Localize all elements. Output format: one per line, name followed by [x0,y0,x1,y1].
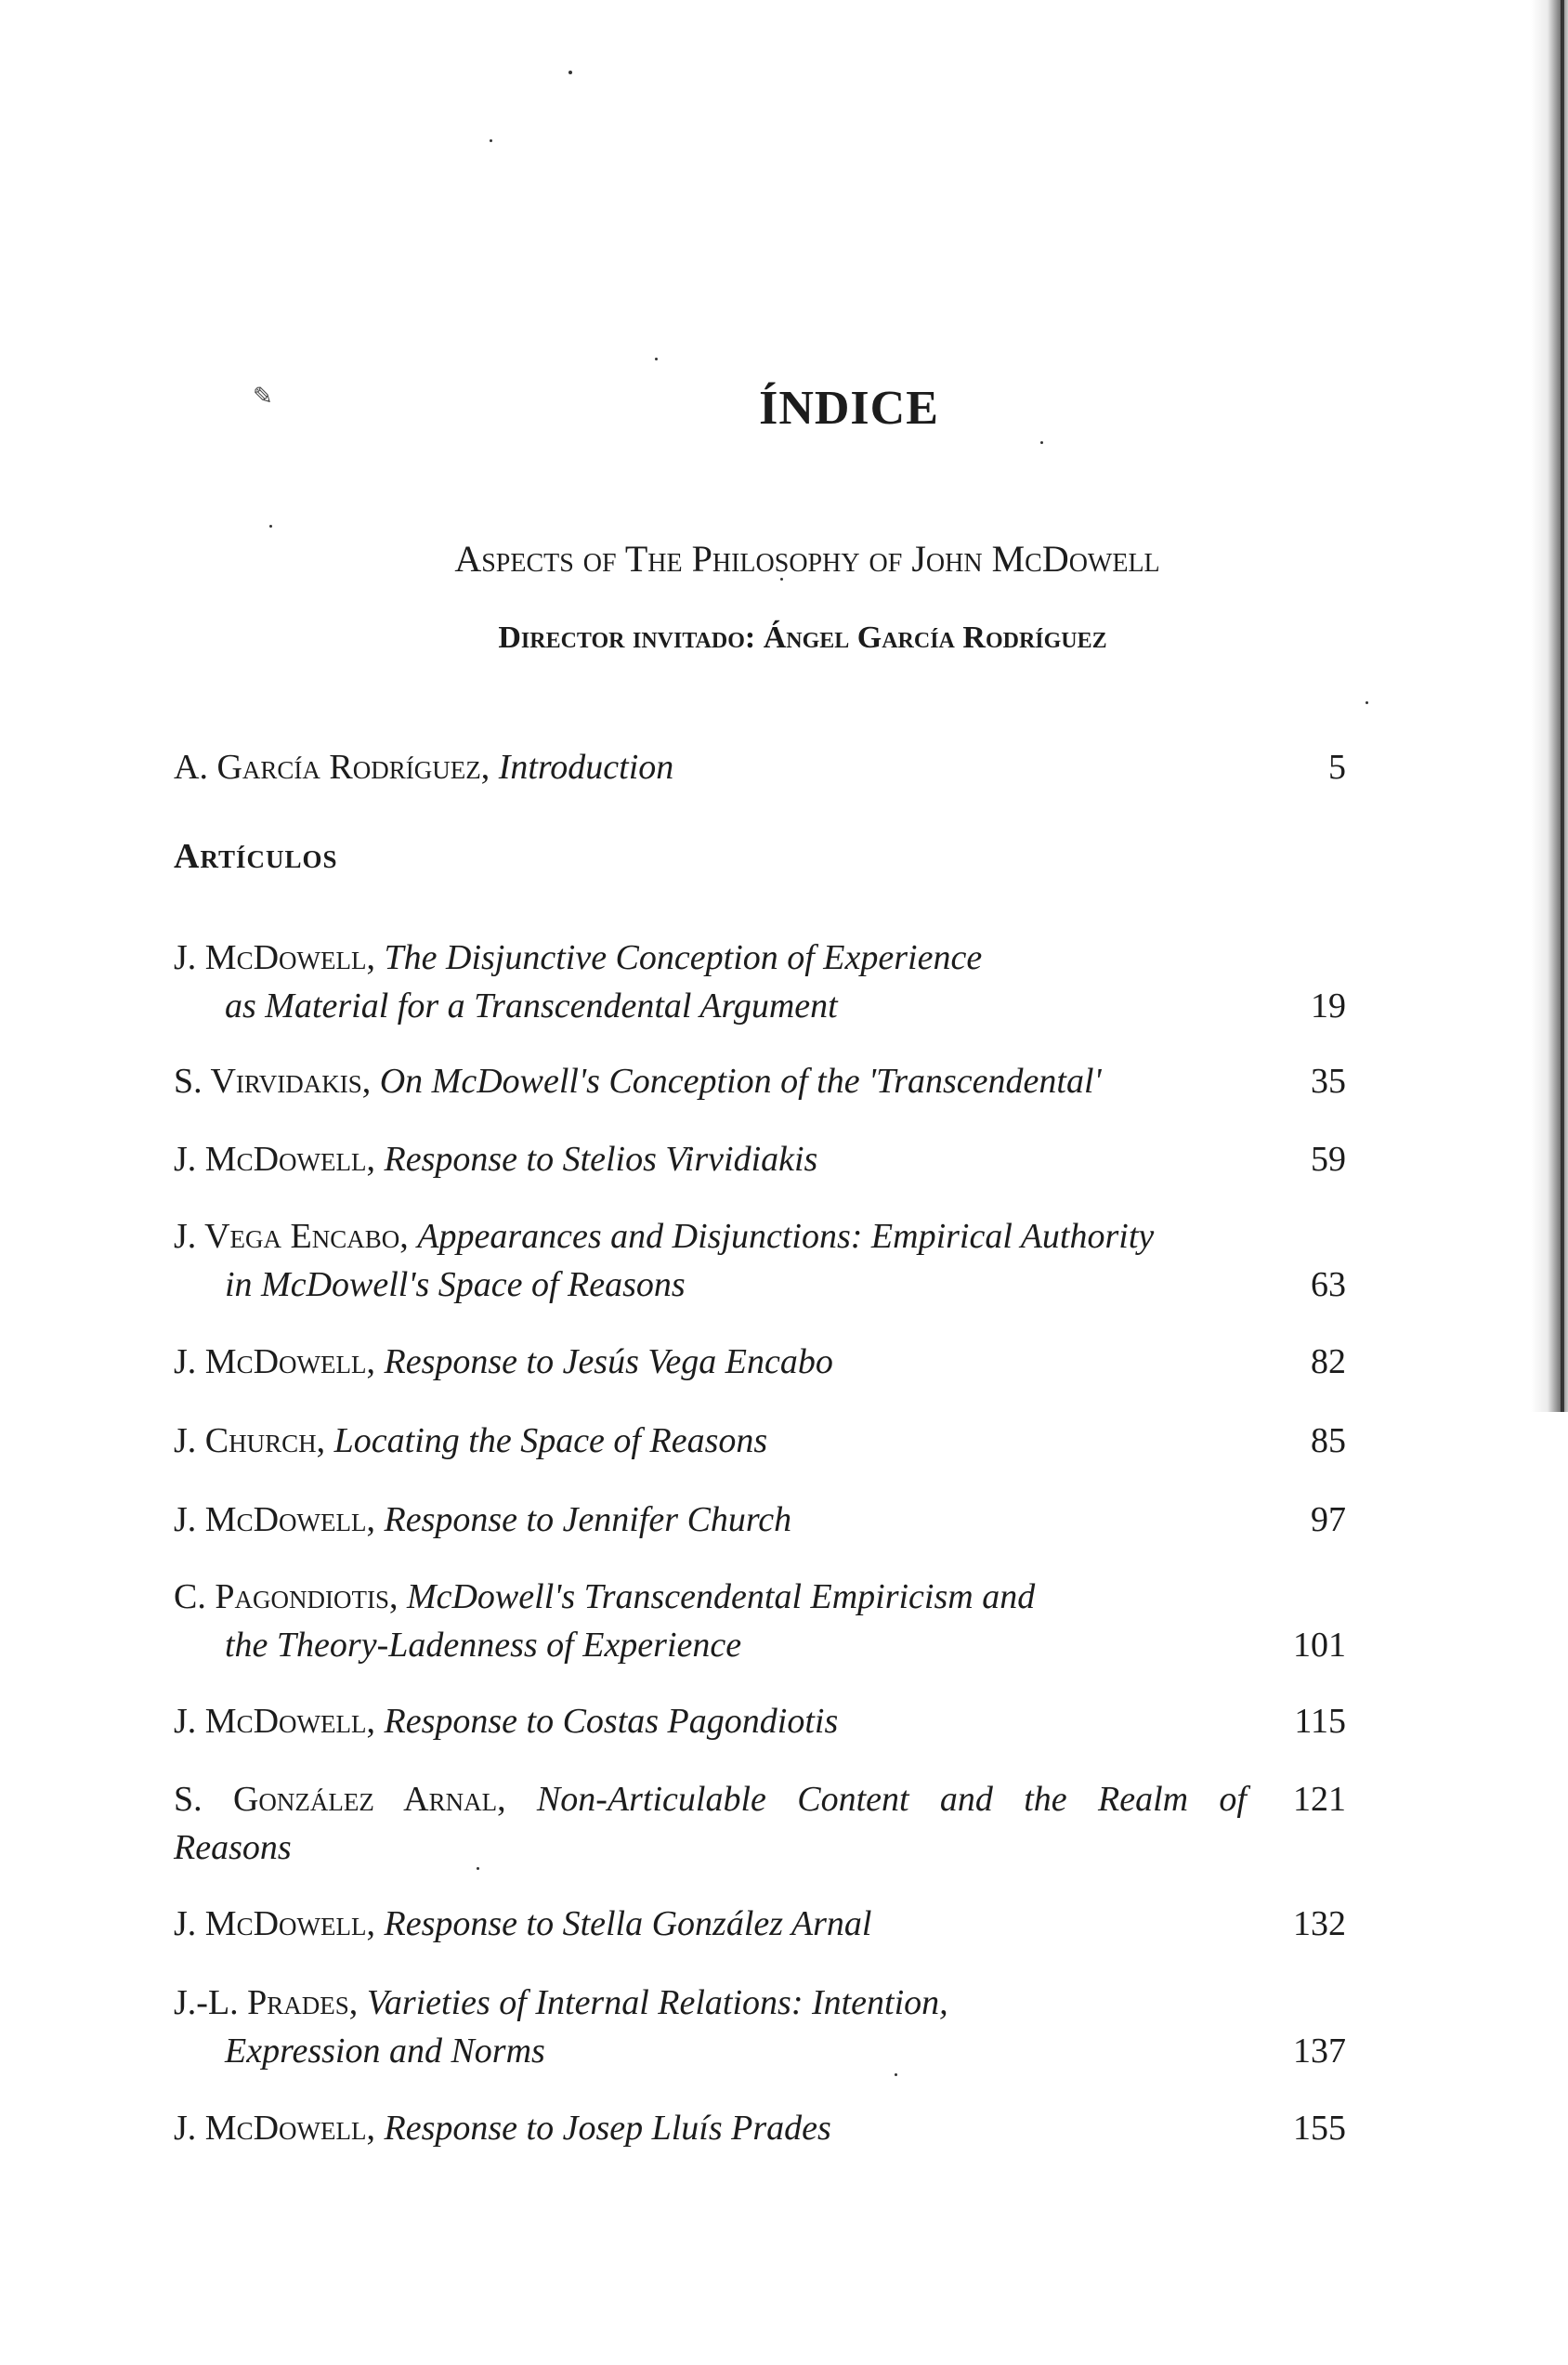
toc-entry [174,1697,1346,1745]
toc-entry [174,1057,1346,1105]
entry-page: 63 [1311,1265,1346,1304]
entry-page: 19 [1311,987,1346,1026]
entry-page: 5 [1328,748,1346,787]
scan-mark: ✎ [253,383,273,410]
entry-author: J. McDowell, [174,1500,375,1539]
entry-page: 82 [1311,1342,1346,1381]
entry-title-continued: as Material for a Transcendental Argument [225,987,838,1026]
entry-author: C. Pagondiotis, [174,1577,399,1616]
entry-author: J. McDowell, [174,1904,375,1943]
entry-title-continued: Expression and Norms [225,2032,545,2071]
toc-entry-introduction [174,743,1346,791]
entry-title: Varieties of Internal Relations: Intention, [366,1983,948,2022]
scan-speck [269,525,272,528]
scan-speck [490,139,492,142]
scan-speck [568,71,572,74]
toc-entry [174,1573,1346,1669]
scan-speck [655,358,658,360]
entry-page: 155 [1293,2109,1346,2148]
section-heading: Artículos [174,837,338,876]
entry-page: 101 [1293,1626,1346,1665]
entry-author: S. González Arnal, [174,1780,506,1819]
entry-title: McDowell's Transcendental Empiricism and [406,1577,1036,1616]
toc-entry [174,2104,1346,2152]
toc-entry [174,1979,1346,2075]
toc-entry [174,1338,1346,1386]
entry-title-continued: Reasons [174,1828,292,1867]
entry-author: J. McDowell, [174,1342,375,1381]
entry-title: Response to Stelios Virvidiakis [384,1140,818,1179]
toc-entry [174,1496,1346,1544]
entry-title: On McDowell's Conception of the 'Transcendental' [379,1062,1102,1101]
toc-entry [174,1900,1346,1948]
toc-entry [174,1775,1346,1872]
entry-author: J. Church, [174,1421,326,1460]
scan-edge-line [1561,0,1564,1412]
entry-title: Appearances and Disjunctions: Empirical Authority [417,1217,1155,1256]
entry-page: 59 [1311,1140,1346,1179]
entry-page: 115 [1294,1702,1346,1741]
entry-title: Response to Jesús Vega Encabo [384,1342,833,1381]
toc-entry [174,1135,1346,1183]
scan-speck [1040,441,1043,444]
entry-page: 132 [1293,1904,1346,1943]
entry-author: J. McDowell, [174,938,375,977]
toc-entry [174,1212,1346,1309]
entry-page: 35 [1311,1062,1346,1101]
scan-speck [1365,701,1368,704]
entry-page: 121 [1293,1780,1346,1819]
toc-entry [174,1417,1346,1465]
entry-title: Response to Costas Pagondiotis [384,1702,839,1741]
entry-title: Response to Jennifer Church [384,1500,792,1539]
entry-title: Non-Articulable Content and the Realm of [536,1780,1247,1819]
entry-title: Response to Stella González Arnal [384,1904,872,1943]
page-title: ÍNDICE [759,382,939,435]
entry-author: J.-L. Prades, [174,1983,359,2022]
entry-author: J. McDowell, [174,1140,375,1179]
entry-title-continued: the Theory-Ladenness of Experience [225,1626,742,1665]
entry-author: J. McDowell, [174,2109,375,2148]
entry-page: 97 [1311,1500,1346,1539]
guest-director: Director invitado: Ángel García Rodríguez [498,621,1107,655]
entry-author: J. Vega Encabo, [174,1217,409,1256]
entry-author: A. García Rodríguez, [174,748,490,787]
entry-title: Introduction [498,748,674,787]
entry-page: 85 [1311,1421,1346,1460]
entry-title: Locating the Space of Reasons [333,1421,768,1460]
entry-title-continued: in McDowell's Space of Reasons [225,1265,686,1304]
entry-author: S. Virvidakis, [174,1062,372,1101]
toc-entry [174,934,1346,1030]
entry-author: J. McDowell, [174,1702,375,1741]
entry-page: 137 [1293,2032,1346,2071]
volume-title: Aspects of The Philosophy of John McDowell [454,538,1160,580]
entry-title: Response to Josep Lluís Prades [384,2109,831,2148]
entry-title: The Disjunctive Conception of Experience [384,938,983,977]
